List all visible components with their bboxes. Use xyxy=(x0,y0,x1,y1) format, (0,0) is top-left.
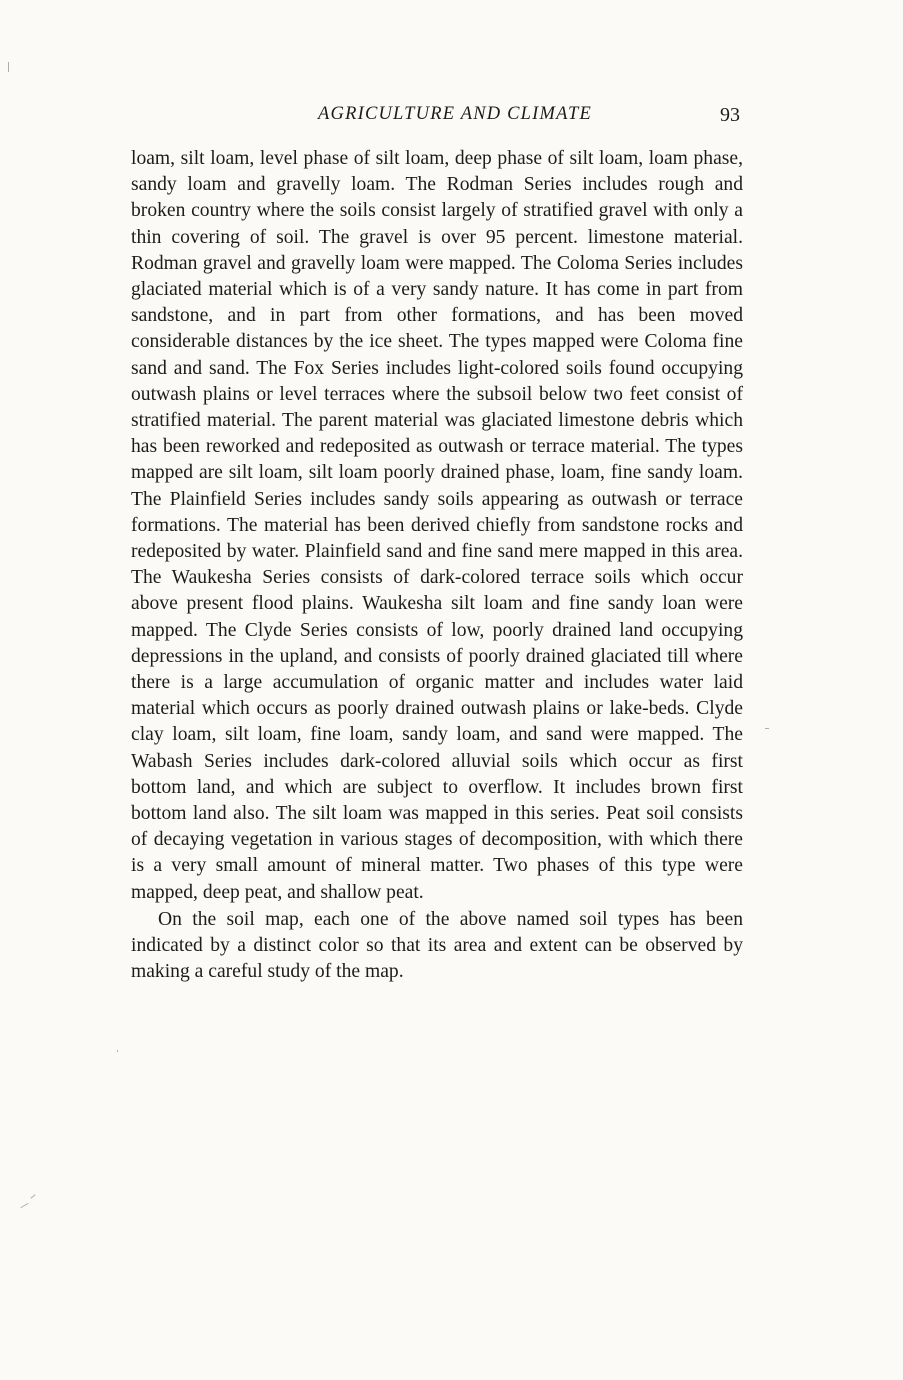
paragraph-soil-series: loam, silt loam, level phase of silt loam, deep phase of silt loam, loam phase, sandy loam and gravelly loam. The Rodman Series includes rough and broken country where the soils consist largely of stratified gravel with only a thin covering of soil. The gravel is over 95 percent. limestone material. Rodman gravel and gravelly loam were mapped. The Coloma Series includes glaciated material which is of a very sandy nature. It has come in part from sandstone, and in part from other formations, and has been moved considerable distances by the ice sheet. The types mapped were Coloma fine sand and sand. The Fox Series includes light-colored soils found occupying outwash plains or level terraces where the subsoil below two feet consist of stratified material. The parent material was glaciated limestone debris which has been reworked and redeposited as outwash or terrace material. The types mapped are silt loam, silt loam poorly drained phase, loam, fine sandy loam. The Plainfield Series includes sandy soils appearing as outwash or terrace formations. The material has been derived chiefly from sandstone rocks and redeposited by water. Plainfield sand and fine sand mere mapped in this area. The Waukesha Series consists of dark-colored terrace soils which occur above present flood plains. Waukesha silt loam and fine sandy loan were mapped. The Clyde Series consists of low, poorly drained land occupying depressions in the upland, and consists of poorly drained glaciated till where there is a large accumulation of organic matter and includes water laid material which occurs as poorly drained outwash plains or lake-beds. Clyde clay loam, silt loam, fine loam, sandy loam, and sand were mapped. The Wabash Series includes dark-colored alluvial soils which occur as first bottom land, and which are subject to overflow. It includes brown first bottom land also. The silt loam was mapped in this series. Peat soil consists of decaying vegetation in various stages of decomposition, with which there is a very small amount of mineral matter. Two phases of this type were mapped, deep peat, and shallow peat. xyxy=(131,148,743,903)
scan-speck xyxy=(20,1203,28,1208)
scan-speck xyxy=(765,728,769,729)
scan-speck xyxy=(117,1050,118,1052)
page-number: 93 xyxy=(720,104,740,126)
running-head xyxy=(130,104,740,132)
paragraph-soil-map: On the soil map, each one of the above named soil types has been indicated by a distinct color so that its area and extent can be observed by making a careful study of the map. xyxy=(131,908,743,983)
running-title: AGRICULTURE AND CLIMATE xyxy=(318,104,592,124)
body-text xyxy=(131,146,743,986)
scan-speck xyxy=(30,1194,35,1199)
scan-speck xyxy=(8,62,9,72)
